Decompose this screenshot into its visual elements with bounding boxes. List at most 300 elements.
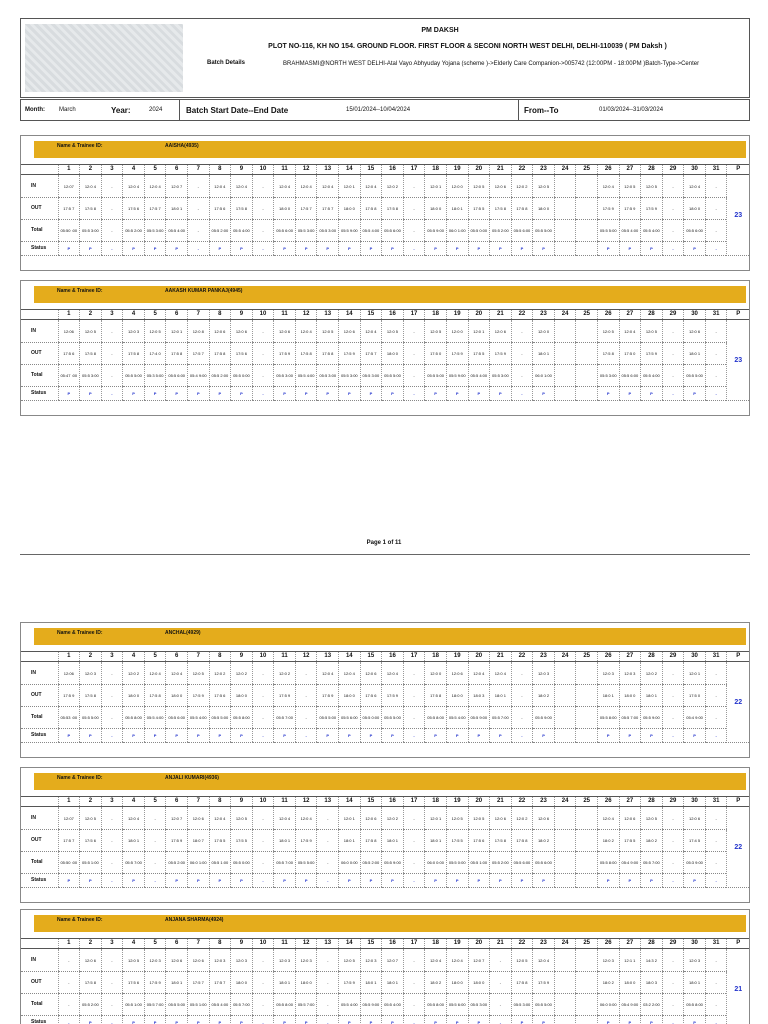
in-cell: 12:0 4: [209, 175, 231, 198]
total-cell: 06:0 1:00: [446, 220, 468, 242]
day-header: 16: [382, 310, 404, 320]
status-cell: P: [446, 729, 468, 743]
total-cell: 05:5 2:00: [490, 852, 512, 874]
out-cell: 18:0 0: [166, 685, 188, 707]
trainee-id-label: Name & Trainee ID:: [57, 630, 103, 636]
day-header: 17: [403, 797, 425, 807]
out-cell: -: [511, 685, 533, 707]
day-header: 12: [295, 797, 317, 807]
status-cell: P: [209, 1016, 231, 1024]
total-cell: 05:5 2:00: [490, 220, 512, 242]
in-cell: 12:0 1: [425, 807, 447, 830]
status-cell: P: [231, 387, 253, 401]
in-cell: [576, 320, 598, 343]
in-cell: 12:0 2: [274, 662, 296, 685]
trainee-id-label: Name & Trainee ID:: [57, 288, 103, 294]
out-cell: 17:5 7: [295, 198, 317, 220]
day-header: 17: [403, 939, 425, 949]
status-cell: [554, 387, 576, 401]
day-header: 29: [662, 165, 684, 175]
day-header: 6: [166, 652, 188, 662]
total-cell: 05:5 0:00: [446, 852, 468, 874]
present-count: 23: [727, 320, 749, 401]
out-cell: 17:5 5: [468, 198, 490, 220]
day-header: 6: [166, 165, 188, 175]
status-cell: -: [58, 1016, 80, 1024]
status-cell: P: [231, 874, 253, 888]
total-cell: 05:5 2:00: [80, 994, 102, 1016]
out-cell: 17:5 9: [619, 198, 641, 220]
in-cell: 12:0 4: [295, 320, 317, 343]
status-cell: P: [339, 874, 361, 888]
trainee-name: ANJANA SHARMA(4924): [165, 917, 224, 923]
day-header: 7: [187, 939, 209, 949]
day-header: 20: [468, 652, 490, 662]
day-header: 14: [339, 939, 361, 949]
in-cell: 12:0 1: [339, 807, 361, 830]
trainee-name: AAKASH KUMAR PANKAJ(4945): [165, 288, 243, 294]
in-cell: 12:0 5: [468, 175, 490, 198]
day-header: 3: [101, 165, 123, 175]
out-cell: -: [705, 830, 727, 852]
status-cell: P: [684, 729, 706, 743]
status-cell: P: [684, 1016, 706, 1024]
total-cell: 05:5 8:00: [231, 707, 253, 729]
status-cell: P: [80, 874, 102, 888]
total-cell: -: [705, 220, 727, 242]
status-cell: -: [662, 729, 684, 743]
out-cell: 18:0 0: [274, 198, 296, 220]
in-cell: 12:0 2: [511, 807, 533, 830]
in-cell: -: [403, 662, 425, 685]
day-header: 13: [317, 310, 339, 320]
status-cell: P: [80, 1016, 102, 1024]
day-header: 17: [403, 165, 425, 175]
day-header: 23: [533, 310, 555, 320]
total-cell: -: [144, 852, 166, 874]
in-cell: -: [101, 320, 123, 343]
total-cell: 05:5 4:00: [468, 365, 490, 387]
in-cell: 12:0 1: [166, 320, 188, 343]
in-cell: 12:0 3: [123, 320, 145, 343]
status-cell: [554, 874, 576, 888]
total-cell: 05:5 5:00: [684, 365, 706, 387]
day-header: 11: [274, 165, 296, 175]
out-cell: 17:5 8: [425, 685, 447, 707]
status-cell: P: [533, 387, 555, 401]
total-cell: -: [252, 220, 274, 242]
month-label: Month:: [25, 107, 45, 113]
status-cell: [576, 387, 598, 401]
out-cell: 18:0 7: [187, 830, 209, 852]
in-cell: -: [511, 320, 533, 343]
day-header: 29: [662, 797, 684, 807]
status-cell: -: [403, 242, 425, 256]
day-header: 27: [619, 797, 641, 807]
in-cell: 12:0 3: [597, 949, 619, 972]
status-cell: -: [403, 1016, 425, 1024]
present-col-header: P: [727, 652, 749, 662]
present-col-header: P: [727, 310, 749, 320]
in-cell: 12:0 3: [295, 949, 317, 972]
status-cell: -: [295, 729, 317, 743]
total-cell: 05:5 5:00: [80, 707, 102, 729]
page-number: Page 1 of 11: [366, 540, 402, 546]
day-header: 15: [360, 310, 382, 320]
day-header: 3: [101, 797, 123, 807]
total-cell: 05:50 :00: [58, 220, 80, 242]
in-cell: 12:0 2: [641, 662, 663, 685]
footer-divider: [20, 554, 750, 555]
status-cell: P: [511, 1016, 533, 1024]
trainee-name-bar: [34, 286, 746, 303]
out-label: OUT: [21, 972, 58, 994]
status-cell: P: [166, 1016, 188, 1024]
day-header: 12: [295, 165, 317, 175]
out-cell: 17:5 6: [80, 830, 102, 852]
in-cell: [576, 949, 598, 972]
status-cell: P: [641, 387, 663, 401]
attendance-table: [21, 938, 749, 1024]
total-cell: 05:5 2:00: [360, 852, 382, 874]
status-cell: P: [58, 242, 80, 256]
status-cell: -: [317, 1016, 339, 1024]
status-cell: P: [641, 242, 663, 256]
out-cell: 17:5 0: [425, 343, 447, 365]
total-cell: 05:5 9:00: [382, 852, 404, 874]
out-cell: -: [490, 972, 512, 994]
in-cell: 12:0 4: [339, 662, 361, 685]
status-cell: P: [166, 387, 188, 401]
total-cell: 05:5 9:00: [360, 994, 382, 1016]
day-header: 7: [187, 165, 209, 175]
status-cell: P: [80, 387, 102, 401]
out-cell: 18:0 2: [533, 830, 555, 852]
status-row: [21, 1016, 749, 1024]
total-cell: 05:5 4:00: [339, 994, 361, 1016]
status-cell: P: [619, 1016, 641, 1024]
in-cell: -: [101, 175, 123, 198]
in-cell: 12:0 4: [597, 807, 619, 830]
day-header: 3: [101, 652, 123, 662]
status-cell: P: [684, 874, 706, 888]
status-cell: P: [274, 874, 296, 888]
day-header: 15: [360, 652, 382, 662]
day-header: 9: [231, 797, 253, 807]
total-cell: [576, 220, 598, 242]
day-header: 4: [123, 165, 145, 175]
in-cell: 12:0 4: [123, 175, 145, 198]
total-cell: 05:5 6:00: [166, 707, 188, 729]
status-cell: -: [705, 729, 727, 743]
in-cell: 12:0 4: [80, 175, 102, 198]
out-cell: 18:0 0: [339, 198, 361, 220]
in-label: IN: [21, 807, 58, 830]
in-cell: 12:0 6: [187, 807, 209, 830]
in-cell: [554, 175, 576, 198]
day-header: 2: [80, 310, 102, 320]
status-cell: P: [425, 729, 447, 743]
trainee-block: [20, 909, 750, 1024]
day-header: 8: [209, 797, 231, 807]
total-cell: 05:5 4:00: [187, 707, 209, 729]
day-header: 13: [317, 939, 339, 949]
out-cell: -: [662, 972, 684, 994]
out-cell: -: [403, 830, 425, 852]
in-cell: 12:07: [58, 175, 80, 198]
total-cell: 05:5 8:00: [597, 852, 619, 874]
total-cell: 06:0 0:00: [339, 852, 361, 874]
out-cell: -: [662, 830, 684, 852]
total-cell: 05:5 2:00: [209, 220, 231, 242]
total-cell: 05:5 2:00: [166, 852, 188, 874]
total-cell: -: [252, 994, 274, 1016]
out-cell: 17:5 9: [533, 972, 555, 994]
status-cell: P: [446, 242, 468, 256]
day-header: 22: [511, 939, 533, 949]
total-cell: 05:5 0:00: [231, 365, 253, 387]
total-cell: -: [403, 707, 425, 729]
total-cell: 05:5 3:00: [597, 365, 619, 387]
in-cell: [554, 807, 576, 830]
day-header: 17: [403, 652, 425, 662]
in-cell: 12:1 1: [619, 949, 641, 972]
total-cell: 05:5 5:00: [209, 707, 231, 729]
batch-dates-label: Batch Start Date--End Date: [186, 106, 289, 115]
out-cell: -: [317, 972, 339, 994]
day-header: 23: [533, 797, 555, 807]
in-cell: 12:0 4: [446, 949, 468, 972]
in-cell: 12:0 4: [274, 175, 296, 198]
total-cell: 05:5 5:00: [123, 365, 145, 387]
day-header: 21: [490, 165, 512, 175]
in-cell: 12:0 6: [619, 807, 641, 830]
in-cell: 12:0 5: [339, 949, 361, 972]
status-cell: P: [295, 242, 317, 256]
day-header: 23: [533, 165, 555, 175]
out-cell: 18:0 3: [468, 685, 490, 707]
day-header: 30: [684, 797, 706, 807]
status-cell: [576, 1016, 598, 1024]
status-cell: P: [684, 387, 706, 401]
day-header: 13: [317, 652, 339, 662]
out-cell: 17:5 7: [317, 198, 339, 220]
status-cell: P: [231, 1016, 253, 1024]
in-label: IN: [21, 175, 58, 198]
total-cell: 05:5 6:00: [166, 365, 188, 387]
day-header: 27: [619, 165, 641, 175]
out-cell: 17:5 9: [490, 343, 512, 365]
out-cell: 17:5 6: [468, 830, 490, 852]
in-cell: -: [705, 949, 727, 972]
day-header: 28: [641, 310, 663, 320]
day-header: 16: [382, 652, 404, 662]
status-cell: P: [317, 729, 339, 743]
status-cell: P: [468, 387, 490, 401]
status-cell: P: [123, 1016, 145, 1024]
status-cell: -: [252, 874, 274, 888]
in-cell: 12:0 5: [382, 320, 404, 343]
in-cell: 12:0 5: [425, 320, 447, 343]
out-label: OUT: [21, 198, 58, 220]
total-cell: -: [101, 365, 123, 387]
in-cell: 12:06: [58, 320, 80, 343]
in-cell: -: [705, 807, 727, 830]
in-cell: -: [662, 320, 684, 343]
in-cell: 12:0 1: [468, 320, 490, 343]
status-cell: P: [144, 1016, 166, 1024]
total-cell: [554, 220, 576, 242]
out-cell: 17:5 7: [58, 198, 80, 220]
status-cell: P: [382, 1016, 404, 1024]
total-label: Total: [21, 852, 58, 874]
status-cell: P: [468, 242, 490, 256]
in-cell: 12:0 3: [619, 662, 641, 685]
total-cell: 05:5 7:00: [144, 994, 166, 1016]
total-cell: 05:5 8:00: [274, 994, 296, 1016]
status-cell: P: [274, 729, 296, 743]
total-cell: 05:5 8:00: [425, 994, 447, 1016]
day-header: 16: [382, 939, 404, 949]
out-cell: 17:4 0: [144, 343, 166, 365]
status-cell: P: [144, 242, 166, 256]
in-row: [21, 949, 749, 972]
out-cell: 18:0 0: [425, 198, 447, 220]
status-cell: -: [101, 874, 123, 888]
day-header: 26: [597, 939, 619, 949]
day-header: 6: [166, 797, 188, 807]
in-cell: 12:0 4: [619, 320, 641, 343]
day-header: 21: [490, 939, 512, 949]
total-cell: 05:5 7:00: [274, 852, 296, 874]
out-cell: 18:0 0: [619, 972, 641, 994]
status-cell: -: [662, 874, 684, 888]
out-cell: -: [58, 972, 80, 994]
in-cell: 14:3 2: [641, 949, 663, 972]
out-row: [21, 685, 749, 707]
day-header: 15: [360, 797, 382, 807]
total-cell: [554, 707, 576, 729]
in-cell: [554, 662, 576, 685]
status-cell: [554, 242, 576, 256]
status-cell: P: [80, 242, 102, 256]
trainee-block: [20, 135, 750, 271]
total-cell: [576, 365, 598, 387]
day-header: 17: [403, 310, 425, 320]
day-header: 10: [252, 652, 274, 662]
in-cell: 12:0 0: [533, 320, 555, 343]
in-cell: 12:0 4: [533, 949, 555, 972]
total-cell: 05:5 4:00: [641, 220, 663, 242]
total-cell: 05:5 7:00: [490, 707, 512, 729]
out-cell: 18:0 0: [123, 685, 145, 707]
out-cell: 17:5 9: [641, 198, 663, 220]
out-cell: 17:5 7: [209, 972, 231, 994]
out-cell: [554, 685, 576, 707]
out-label: OUT: [21, 830, 58, 852]
out-cell: 18:0 0: [295, 972, 317, 994]
status-cell: P: [360, 1016, 382, 1024]
day-header: 12: [295, 652, 317, 662]
status-cell: P: [619, 242, 641, 256]
out-cell: 18:0 0: [684, 198, 706, 220]
out-cell: -: [705, 343, 727, 365]
day-header: 9: [231, 310, 253, 320]
in-cell: 12:0 6: [80, 949, 102, 972]
out-row: [21, 830, 749, 852]
in-cell: 12:0 4: [317, 662, 339, 685]
total-cell: 05:5 2:00: [123, 220, 145, 242]
total-cell: 05:5 9:00: [339, 220, 361, 242]
status-cell: P: [619, 387, 641, 401]
out-cell: [554, 830, 576, 852]
status-cell: P: [382, 242, 404, 256]
out-cell: -: [662, 685, 684, 707]
day-header: 9: [231, 652, 253, 662]
in-cell: 12:0 3: [274, 949, 296, 972]
logo-image: [25, 24, 183, 92]
total-cell: [554, 852, 576, 874]
total-cell: 05:5 4:00: [209, 994, 231, 1016]
in-cell: -: [662, 949, 684, 972]
out-cell: 17:5 8: [80, 198, 102, 220]
from-to-value: 01/03/2024--31/03/2024: [599, 107, 664, 113]
in-cell: 12:0 6: [339, 320, 361, 343]
total-cell: -: [511, 707, 533, 729]
status-cell: P: [187, 729, 209, 743]
total-cell: 05:5 9:00: [446, 365, 468, 387]
org-title: PM DAKSH: [421, 27, 459, 34]
in-cell: -: [662, 662, 684, 685]
out-cell: 17:4 5: [684, 830, 706, 852]
day-header: 14: [339, 797, 361, 807]
day-header: 1: [58, 652, 80, 662]
in-row: [21, 662, 749, 685]
status-cell: -: [101, 1016, 123, 1024]
status-cell: P: [382, 387, 404, 401]
status-cell: P: [166, 242, 188, 256]
out-cell: -: [252, 685, 274, 707]
in-cell: -: [511, 662, 533, 685]
out-cell: 17:5 6: [231, 343, 253, 365]
day-header: 27: [619, 652, 641, 662]
day-header: 7: [187, 310, 209, 320]
status-label: Status: [21, 874, 58, 888]
total-cell: 05:5 4:00: [166, 220, 188, 242]
in-cell: 12:0 3: [209, 949, 231, 972]
total-cell: 05:5 4:00: [231, 220, 253, 242]
total-cell: -: [662, 220, 684, 242]
out-cell: [576, 685, 598, 707]
total-cell: -: [101, 994, 123, 1016]
status-cell: P: [80, 729, 102, 743]
out-cell: 17:5 8: [80, 972, 102, 994]
in-cell: 12:0 6: [231, 320, 253, 343]
day-header: 14: [339, 652, 361, 662]
day-header: 12: [295, 939, 317, 949]
total-cell: 05:5 1:00: [80, 852, 102, 874]
out-cell: 17:5 9: [339, 343, 361, 365]
day-header: 30: [684, 165, 706, 175]
day-header: 5: [144, 310, 166, 320]
in-cell: -: [662, 175, 684, 198]
in-cell: 12:0 6: [684, 807, 706, 830]
total-cell: [554, 365, 576, 387]
total-cell: 05:5 6:00: [446, 994, 468, 1016]
day-header: 23: [533, 652, 555, 662]
in-cell: 12:0 6: [490, 320, 512, 343]
out-cell: 18:0 1: [166, 972, 188, 994]
